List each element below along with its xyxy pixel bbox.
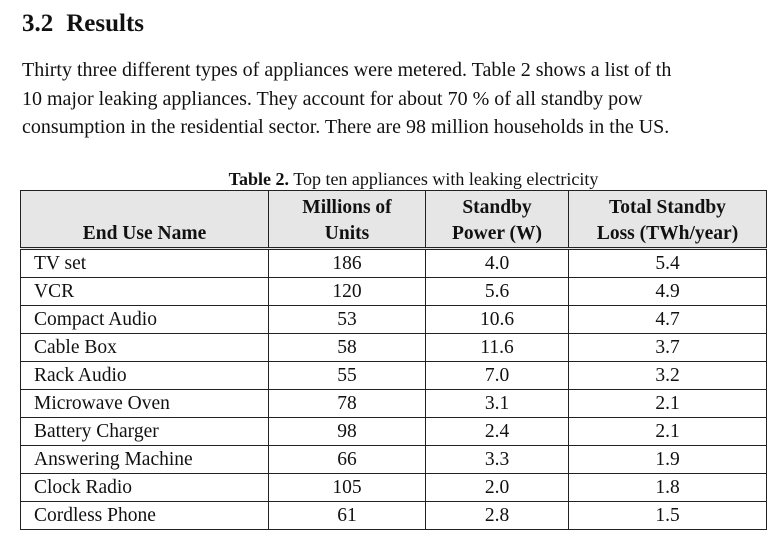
table-caption-label: Table 2.: [228, 169, 290, 189]
cell-units: 78: [269, 390, 426, 418]
table-row: [21, 306, 767, 334]
paragraph-line: consumption in the residential sector. There are 98 million households in the US.: [22, 116, 670, 138]
table-body: [21, 249, 767, 530]
table-row: [21, 446, 767, 474]
cell-end-use-name: Battery Charger: [21, 418, 269, 446]
cell-units: 53: [269, 306, 426, 334]
cell-standby-loss: 1.9: [569, 446, 767, 474]
cell-standby-loss: 4.9: [569, 278, 767, 306]
cell-standby-loss: 3.7: [569, 334, 767, 362]
cell-standby-loss: 3.2: [569, 362, 767, 390]
cell-standby-power: 7.0: [426, 362, 569, 390]
cell-standby-power: 2.0: [426, 474, 569, 502]
cell-end-use-name: Compact Audio: [21, 306, 269, 334]
header-millions-of-units: [269, 191, 426, 249]
cell-standby-loss: 2.1: [569, 390, 767, 418]
cell-standby-power: 5.6: [426, 278, 569, 306]
paragraph-line: Thirty three different types of appliances were metered. Table 2 shows a list of th: [22, 59, 672, 81]
header-units-line1: Millions of: [302, 197, 392, 218]
table-header: [21, 191, 767, 249]
cell-end-use-name: Cordless Phone: [21, 502, 269, 530]
header-end-use-name: [21, 191, 269, 249]
header-power-line1: Standby: [462, 197, 532, 218]
table-row: [21, 249, 767, 278]
table-caption: [0, 167, 777, 191]
cell-units: 55: [269, 362, 426, 390]
table-row: [21, 334, 767, 362]
cell-units: 105: [269, 474, 426, 502]
cell-standby-power: 4.0: [426, 249, 569, 278]
table-caption-text: Top ten appliances with leaking electricity: [293, 169, 599, 189]
appliances-table: [20, 190, 767, 530]
section-heading: [22, 8, 144, 40]
table-row: [21, 474, 767, 502]
cell-end-use-name: Answering Machine: [21, 446, 269, 474]
cell-units: 61: [269, 502, 426, 530]
paragraph-line: 10 major leaking appliances. They account for about 70 % of all standby pow: [22, 87, 643, 110]
header-loss-line1: Total Standby: [609, 197, 726, 218]
header-total-standby-loss: [569, 191, 767, 249]
cell-units: 58: [269, 334, 426, 362]
cell-end-use-name: VCR: [21, 278, 269, 306]
cell-end-use-name: Clock Radio: [21, 474, 269, 502]
cell-standby-loss: 1.5: [569, 502, 767, 530]
header-power-line2: Power (W): [451, 223, 543, 244]
cell-standby-power: 3.3: [426, 446, 569, 474]
section-title: Results: [66, 10, 145, 37]
cell-end-use-name: Cable Box: [21, 334, 269, 362]
cell-units: 186: [269, 249, 426, 278]
cell-end-use-name: TV set: [21, 249, 269, 278]
results-paragraph: [22, 56, 777, 142]
cell-standby-loss: 2.1: [569, 418, 767, 446]
cell-standby-power: 2.8: [426, 502, 569, 530]
table-header-row: [21, 191, 767, 249]
header-units-line2: Units: [324, 223, 370, 244]
table-row: [21, 278, 767, 306]
cell-units: 98: [269, 418, 426, 446]
cell-end-use-name: Rack Audio: [21, 362, 269, 390]
table-row: [21, 502, 767, 530]
section-number: 3.2: [22, 10, 54, 37]
table-row: [21, 390, 767, 418]
header-end-use-name-text: End Use Name: [82, 223, 207, 244]
table-row: [21, 418, 767, 446]
cell-standby-power: 10.6: [426, 306, 569, 334]
cell-standby-loss: 5.4: [569, 249, 767, 278]
cell-standby-power: 11.6: [426, 334, 569, 362]
cell-standby-power: 2.4: [426, 418, 569, 446]
cell-standby-loss: 1.8: [569, 474, 767, 502]
header-loss-line2: Loss (TWh/year): [596, 223, 739, 244]
cell-units: 120: [269, 278, 426, 306]
cell-units: 66: [269, 446, 426, 474]
table-row: [21, 362, 767, 390]
header-standby-power: [426, 191, 569, 249]
cell-standby-loss: 4.7: [569, 306, 767, 334]
cell-standby-power: 3.1: [426, 390, 569, 418]
cell-end-use-name: Microwave Oven: [21, 390, 269, 418]
